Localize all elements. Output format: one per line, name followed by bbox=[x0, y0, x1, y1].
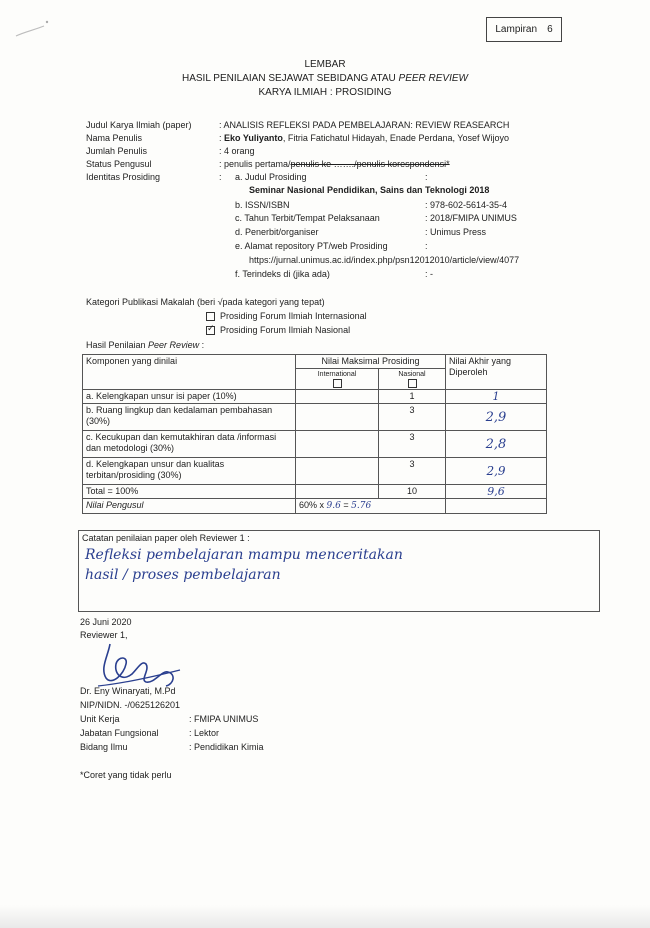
hasil-label-text: Hasil Penilaian bbox=[86, 340, 149, 350]
identitas-label: Identitas Prosiding bbox=[86, 172, 161, 182]
nama-colon: : bbox=[219, 133, 225, 143]
total-max: 10 bbox=[379, 485, 446, 499]
status-strikethrough: penulis ke ……./penulis korespondensi* bbox=[290, 159, 450, 169]
checkbox-nasional-col bbox=[408, 379, 417, 388]
sign-name: Dr. Eny Winaryati, M.Pd bbox=[80, 686, 176, 696]
d-value: : Unimus Press bbox=[425, 227, 487, 237]
row-d-international bbox=[296, 458, 379, 485]
e-colon: : bbox=[425, 241, 428, 251]
row-a-international bbox=[296, 390, 379, 404]
scan-edge bbox=[0, 905, 650, 928]
sign-nip: NIP/NIDN. -/0625126201 bbox=[80, 700, 181, 710]
a-colon: : bbox=[425, 172, 428, 182]
check-icon: ✓ bbox=[207, 323, 215, 334]
table-row bbox=[83, 431, 547, 458]
nilai-label-text: Nilai Pengusul bbox=[86, 500, 144, 511]
sign-jabatan-label: Jabatan Fungsional bbox=[80, 728, 159, 738]
signature-image bbox=[88, 634, 188, 692]
nilai-empty bbox=[446, 499, 547, 514]
e-label: e. Alamat repository PT/web Prosiding bbox=[235, 241, 388, 251]
table-nilai-row bbox=[83, 499, 547, 514]
judul-value: : ANALISIS REFLEKSI PADA PEMBELAJARAN: REVIEW REASEARCH bbox=[219, 120, 510, 130]
header-nasional bbox=[379, 369, 446, 390]
header-line3: KARYA ILMIAH : PROSIDING bbox=[258, 87, 392, 98]
sign-unit-value: : FMIPA UNIMUS bbox=[189, 714, 259, 724]
row-c-max: 3 bbox=[379, 431, 446, 458]
nilai-formula-value: 9.6 bbox=[326, 501, 341, 512]
option-international-label: Prosiding Forum Ilmiah Internasional bbox=[220, 311, 367, 321]
lampiran-number: 6 bbox=[547, 24, 553, 35]
row-b-score: 2,9 bbox=[446, 404, 547, 431]
a-value: Seminar Nasional Pendidikan, Sains dan Teknologi 2018 bbox=[249, 185, 490, 195]
e-value: https://jurnal.unimus.ac.id/index.php/psn12012010/article/view/4077 bbox=[249, 255, 520, 265]
row-d-max: 3 bbox=[379, 458, 446, 485]
kategori-option-international bbox=[206, 311, 367, 321]
a-label: a. Judul Prosiding bbox=[235, 172, 307, 182]
lampiran-label: Lampiran bbox=[495, 24, 538, 35]
checkbox-international-col bbox=[333, 379, 342, 388]
scan-mark bbox=[14, 14, 54, 44]
row-d-label: d. Kelengkapan unsur dan kualitas terbitan/prosiding (30%) bbox=[83, 458, 296, 485]
f-label: f. Terindeks di (jika ada) bbox=[235, 269, 330, 279]
nasional-label: Nasional bbox=[398, 371, 426, 378]
sign-date: 26 Juni 2020 bbox=[80, 617, 132, 627]
total-international bbox=[296, 485, 379, 499]
row-b-label: b. Ruang lingkup dan kedalaman pembahasan (30%) bbox=[83, 404, 296, 431]
sign-bidang-label: Bidang Ilmu bbox=[80, 742, 128, 752]
header-komponen: Komponen yang dinilai bbox=[83, 355, 296, 390]
kategori-option-nasional bbox=[206, 325, 350, 335]
sign-jabatan-value: : Lektor bbox=[189, 728, 220, 738]
checkbox-nasional bbox=[206, 323, 215, 335]
header-line2-text: HASIL PENILAIAN SEJAWAT SEBIDANG ATAU bbox=[181, 73, 399, 84]
header-nilai-max: Nilai Maksimal Prosiding bbox=[296, 355, 446, 369]
sign-bidang-value: : Pendidikan Kimia bbox=[189, 742, 264, 752]
nilai-label bbox=[83, 499, 296, 514]
f-value: : - bbox=[425, 269, 433, 279]
row-c-score: 2,8 bbox=[446, 431, 547, 458]
catatan-line1: Refleksi pembelajaran mampu menceritakan bbox=[85, 547, 403, 563]
row-d-score: 2,9 bbox=[446, 458, 547, 485]
total-label: Total = 100% bbox=[83, 485, 296, 499]
header-nilai-akhir: Nilai Akhir yang Diperoleh bbox=[446, 355, 547, 390]
lampiran-box bbox=[486, 17, 562, 42]
row-a-max: 1 bbox=[379, 390, 446, 404]
jumlah-value: : 4 orang bbox=[219, 146, 255, 156]
status-value bbox=[219, 159, 450, 169]
option-nasional-label: Prosiding Forum Ilmiah Nasional bbox=[220, 325, 351, 335]
c-label: c. Tahun Terbit/Tempat Pelaksanaan bbox=[235, 213, 380, 223]
table-row bbox=[83, 390, 547, 404]
b-label: b. ISSN/ISBN bbox=[235, 200, 290, 210]
table-total-row bbox=[83, 485, 547, 499]
nama-value bbox=[219, 133, 509, 143]
hasil-label bbox=[86, 340, 204, 350]
row-b-max: 3 bbox=[379, 404, 446, 431]
score-table bbox=[82, 354, 547, 514]
nama-label: Nama Penulis bbox=[86, 133, 143, 143]
hasil-label-suffix: : bbox=[199, 340, 205, 350]
header-line2-italic: PEER REVIEW bbox=[398, 73, 468, 84]
nama-first-author: Eko Yuliyanto bbox=[224, 133, 283, 143]
nilai-formula-prefix: 60% x bbox=[299, 500, 327, 511]
c-value: : 2018/FMIPA UNIMUS bbox=[425, 213, 517, 223]
row-c-international bbox=[296, 431, 379, 458]
kategori-label: Kategori Publikasi Makalah (beri √pada kategori yang tepat) bbox=[86, 297, 325, 307]
status-text: : penulis pertama/ bbox=[219, 159, 291, 169]
table-header-row bbox=[83, 355, 547, 369]
checkbox-international bbox=[206, 312, 215, 321]
header-line1: LEMBAR bbox=[304, 59, 346, 70]
identitas-colon: : bbox=[219, 172, 222, 182]
nilai-formula-eq: = bbox=[343, 500, 349, 511]
sign-unit-label: Unit Kerja bbox=[80, 714, 120, 724]
nilai-formula-result: 5.76 bbox=[351, 501, 372, 512]
nama-other-authors: , Fitria Fatichatul Hidayah, Enade Perdana, Yosef Wijoyo bbox=[282, 133, 509, 143]
row-b-international bbox=[296, 404, 379, 431]
catatan-box bbox=[78, 530, 600, 612]
judul-label: Judul Karya Ilmiah (paper) bbox=[86, 120, 192, 130]
catatan-label: Catatan penilaian paper oleh Reviewer 1 : bbox=[82, 533, 250, 543]
header-international bbox=[296, 369, 379, 390]
b-value: : 978-602-5614-35-4 bbox=[425, 200, 508, 210]
international-label: International bbox=[317, 371, 357, 378]
jumlah-label: Jumlah Penulis bbox=[86, 146, 148, 156]
row-a-score: 1 bbox=[446, 390, 547, 404]
hasil-label-italic: Peer Review bbox=[148, 340, 200, 350]
catatan-line2: hasil / proses pembelajaran bbox=[85, 567, 281, 583]
table-row bbox=[83, 458, 547, 485]
d-label: d. Penerbit/organiser bbox=[235, 227, 319, 237]
header-line2 bbox=[0, 73, 650, 84]
table-row bbox=[83, 404, 547, 431]
total-score: 9,6 bbox=[446, 485, 547, 499]
nilai-formula bbox=[296, 499, 446, 514]
footnote: *Coret yang tidak perlu bbox=[80, 770, 172, 780]
status-label: Status Pengusul bbox=[86, 159, 152, 169]
sign-reviewer: Reviewer 1, bbox=[80, 630, 128, 640]
row-c-label: c. Kecukupan dan kemutakhiran data /informasi dan metodologi (30%) bbox=[83, 431, 296, 458]
row-a-label: a. Kelengkapan unsur isi paper (10%) bbox=[83, 390, 296, 404]
